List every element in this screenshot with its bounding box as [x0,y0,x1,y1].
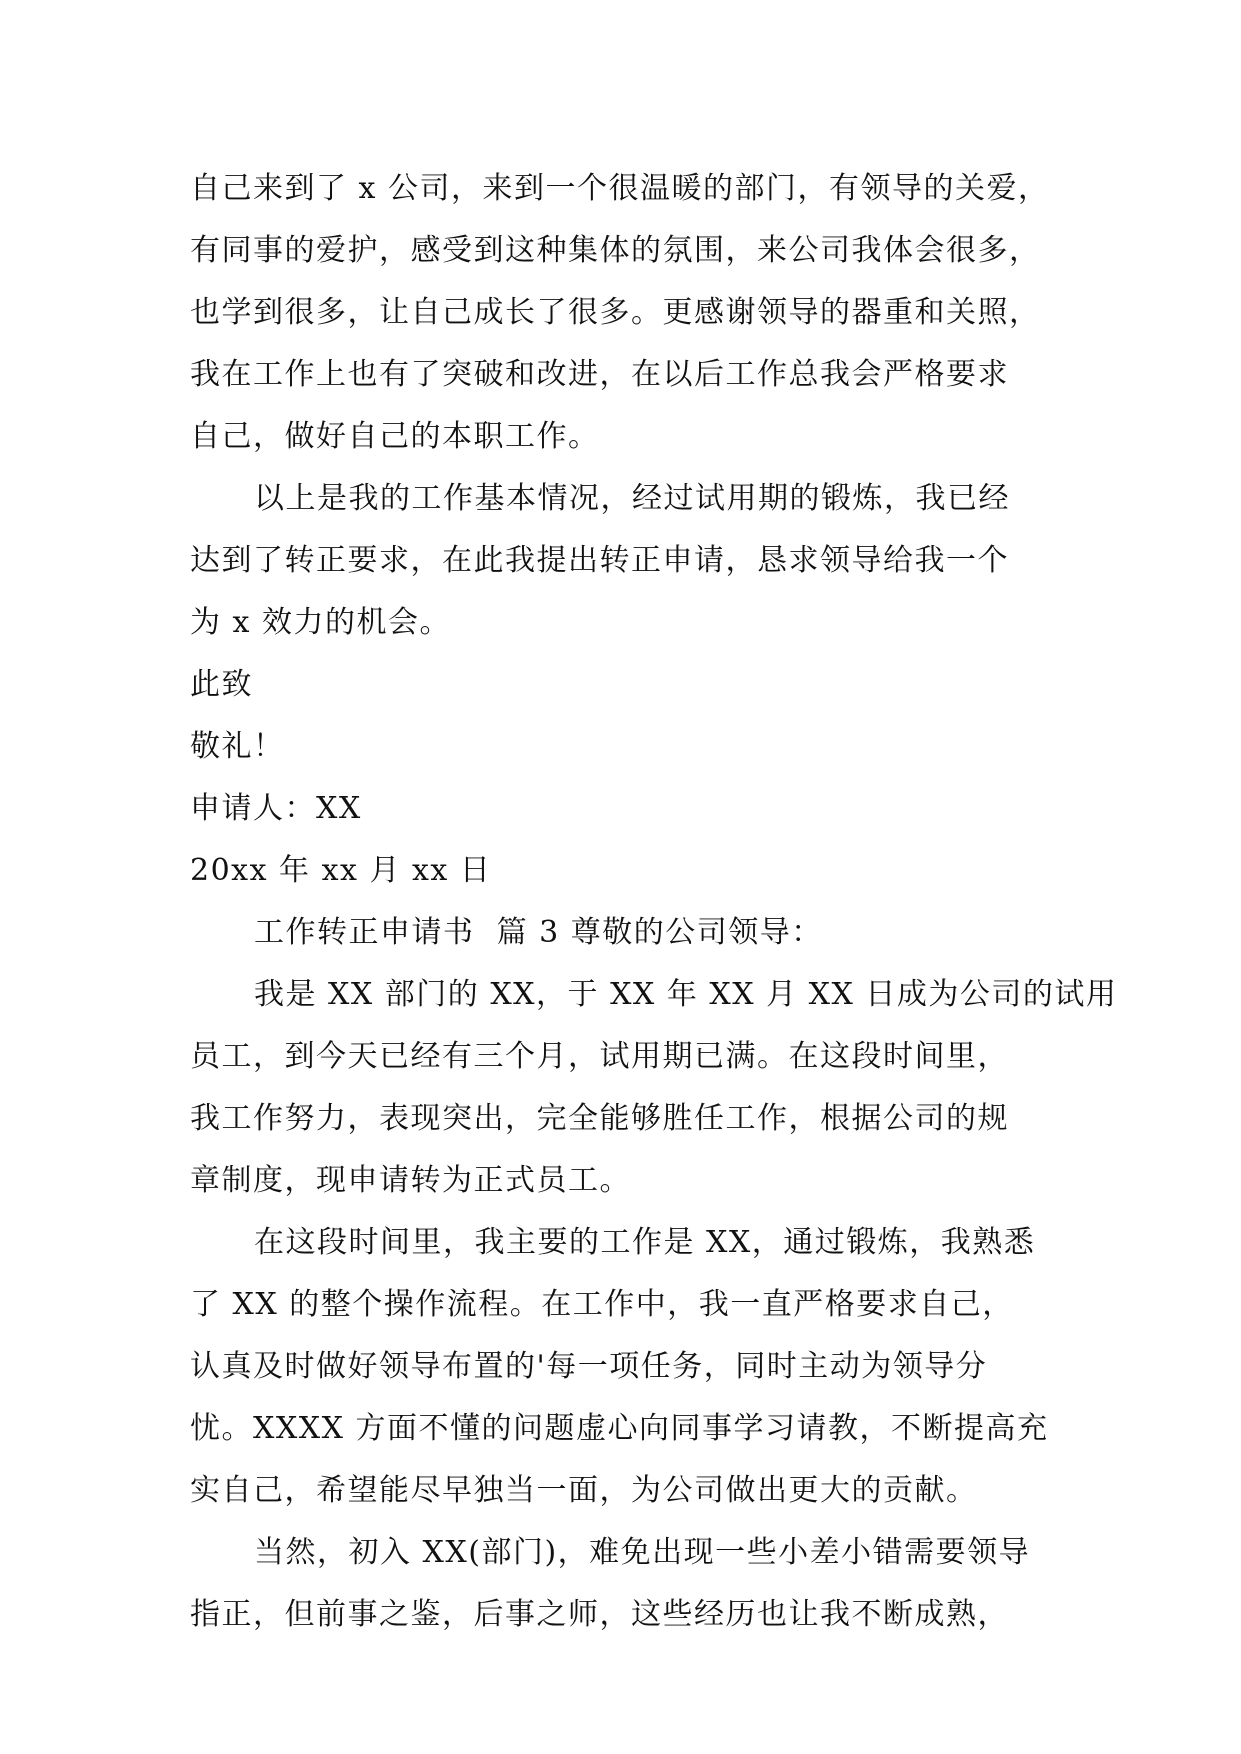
applicant-line: 申请人：XX [190,791,362,826]
text-line: 我工作努力，表现突出，完全能够胜任工作，根据公司的规 [190,1101,1009,1136]
text-line: 了 XX 的整个操作流程。在工作中，我一直严格要求自己， [190,1287,1014,1322]
text-line: 也学到很多，让自己成长了很多。更感谢领导的器重和关照， [190,295,1041,330]
paragraph-start-line: 在这段时间里，我主要的工作是 XX，通过锻炼，我熟悉 [254,1225,1036,1260]
text-line: 我在工作上也有了突破和改进，在以后工作总我会严格要求 [190,357,1009,392]
text-line: 章制度，现申请转为正式员工。 [190,1163,631,1198]
text-line: 忧。XXXX 方面不懂的问题虚心向同事学习请教，不断提高充 [190,1411,1049,1446]
text-line: 认真及时做好领导布置的'每一项任务，同时主动为领导分 [190,1349,988,1384]
text-line: 员工，到今天已经有三个月，试用期已满。在这段时间里， [190,1039,1009,1074]
paragraph-start-line: 当然，初入 XX(部门)，难免出现一些小差小错需要领导 [254,1535,1031,1570]
salutation-line: 敬礼！ [190,729,285,764]
document-body [190,158,1118,1646]
paragraph-start-line: 以上是我的工作基本情况，经过试用期的锻炼，我已经 [254,481,1010,516]
text-line: 自己，做好自己的本职工作。 [190,419,600,454]
text-line: 有同事的爱护，感受到这种集体的氛围，来公司我体会很多， [190,233,1041,268]
text-line: 为 x 效力的机会。 [190,605,451,640]
text-line: 自己来到了 x 公司，来到一个很温暖的部门，有领导的关爱， [190,171,1050,206]
closing-line: 此致 [190,667,253,702]
text-line: 达到了转正要求，在此我提出转正申请，恳求领导给我一个 [190,543,1009,578]
paragraph-start-line: 我是 XX 部门的 XX，于 XX 年 XX 月 XX 日成为公司的试用 [254,977,1118,1012]
text-line: 实自己，希望能尽早独当一面，为公司做出更大的贡献。 [190,1473,978,1508]
text-line: 指正，但前事之鉴，后事之师，这些经历也让我不断成熟， [190,1597,1009,1632]
date-line: 20xx 年 xx 月 xx 日 [190,853,492,888]
section-heading-line: 工作转正申请书 篇 3 尊敬的公司领导： [254,915,823,950]
